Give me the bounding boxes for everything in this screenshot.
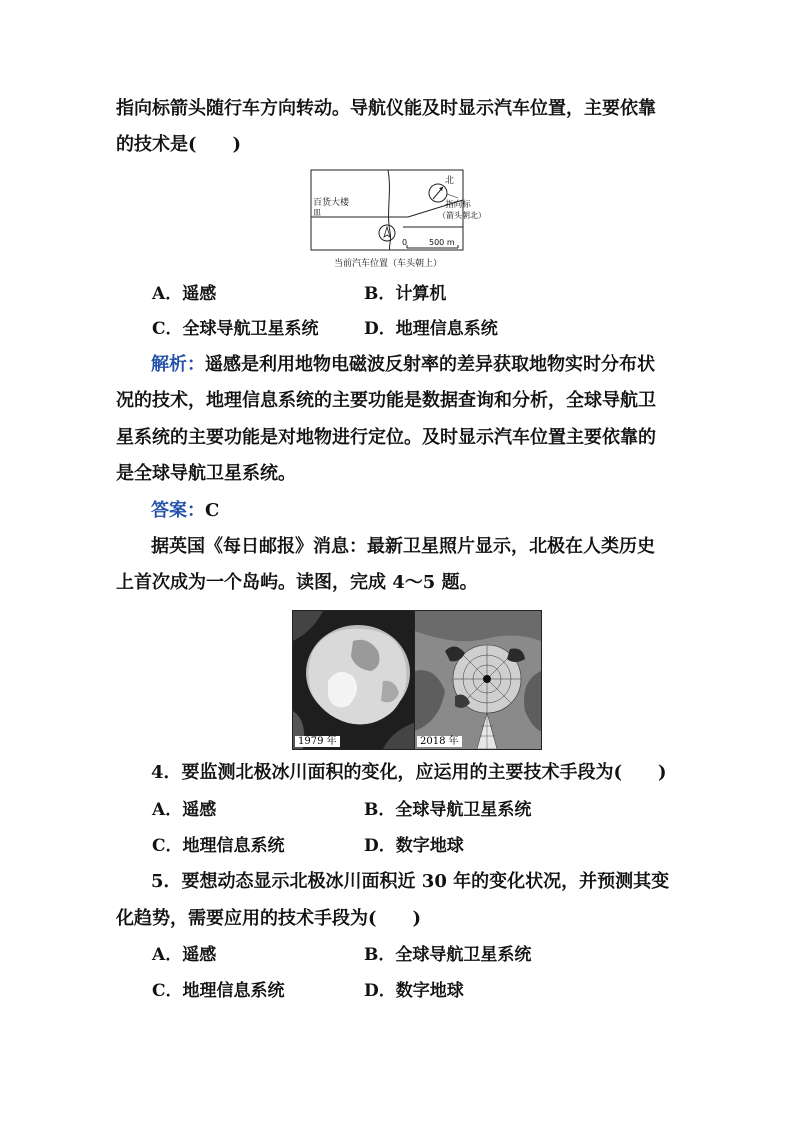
navigation-map-figure bbox=[308, 167, 486, 270]
q5-stem-line1: 5．要想动态显示北极冰川面积近 30 年的变化状况，并预测其变 bbox=[151, 871, 670, 892]
map-north-label: 北 bbox=[445, 176, 455, 186]
arctic-photo-2018 bbox=[414, 610, 542, 750]
map-pointer-note: （箭头朝北） bbox=[438, 211, 486, 220]
q4-option-d[interactable]: D．数字地球 bbox=[364, 836, 464, 856]
analysis-label: 解析： bbox=[151, 354, 205, 375]
q5-option-b[interactable]: B．全球导航卫星系统 bbox=[364, 945, 532, 965]
q5-option-a[interactable]: A．遥感 bbox=[152, 945, 217, 965]
intro-line2: 上首次成为一个岛屿。读图，完成 4～5 题。 bbox=[116, 572, 478, 593]
answer-value: C bbox=[205, 500, 220, 521]
map-building-symbol: 皿 bbox=[313, 208, 321, 217]
q3-option-a[interactable]: A．遥感 bbox=[152, 284, 217, 304]
q3-analysis-line2: 况的技术，地理信息系统的主要功能是数据查询和分析，全球导航卫 bbox=[116, 390, 656, 411]
photo-1979-year: 1979 年 bbox=[295, 736, 340, 747]
q3-option-b[interactable]: B．计算机 bbox=[364, 284, 447, 304]
q3-analysis-line4: 是全球导航卫星系统。 bbox=[116, 463, 296, 484]
map-scale-value: 500 m bbox=[429, 238, 455, 247]
q3-option-c[interactable]: C．全球导航卫星系统 bbox=[152, 319, 319, 339]
photo-2018-year: 2018 年 bbox=[417, 736, 462, 747]
map-car-caption: 当前汽车位置（车头朝上） bbox=[333, 259, 443, 269]
q4-option-c[interactable]: C．地理信息系统 bbox=[152, 836, 285, 856]
q3-answer bbox=[151, 499, 219, 523]
q4-option-a[interactable]: A．遥感 bbox=[152, 800, 217, 820]
answer-label: 答案： bbox=[151, 500, 205, 521]
q5-option-d[interactable]: D．数字地球 bbox=[364, 981, 464, 1001]
q3-analysis-line3: 星系统的主要功能是对地物进行定位。及时显示汽车位置主要依靠的 bbox=[116, 427, 656, 448]
q4-option-b[interactable]: B．全球导航卫星系统 bbox=[364, 800, 532, 820]
arctic-photo-1979 bbox=[292, 610, 420, 750]
q4-stem: 4．要监测北极冰川面积的变化，应运用的主要技术手段为( ) bbox=[151, 762, 667, 783]
q3-stem-line1: 指向标箭头随行车方向转动。导航仪能及时显示汽车位置，主要依靠 bbox=[116, 98, 656, 119]
map-building-label: 百货大楼 bbox=[313, 198, 350, 208]
analysis-text: 遥感是利用地物电磁波反射率的差异获取地物实时分布状 bbox=[205, 354, 655, 375]
q3-stem-line2: 的技术是( ) bbox=[116, 134, 242, 155]
q3-option-d[interactable]: D．地理信息系统 bbox=[364, 319, 498, 339]
map-scale-zero: 0 bbox=[402, 238, 408, 247]
q5-option-c[interactable]: C．地理信息系统 bbox=[152, 981, 285, 1001]
arctic-photos bbox=[292, 610, 548, 750]
q3-analysis-line1 bbox=[151, 353, 655, 377]
q5-stem-line2: 化趋势，需要应用的技术手段为( ) bbox=[116, 908, 422, 929]
intro-line1: 据英国《每日邮报》消息：最新卫星照片显示，北极在人类历史 bbox=[151, 536, 655, 557]
map-pointer-label: 指向标 bbox=[445, 200, 471, 210]
